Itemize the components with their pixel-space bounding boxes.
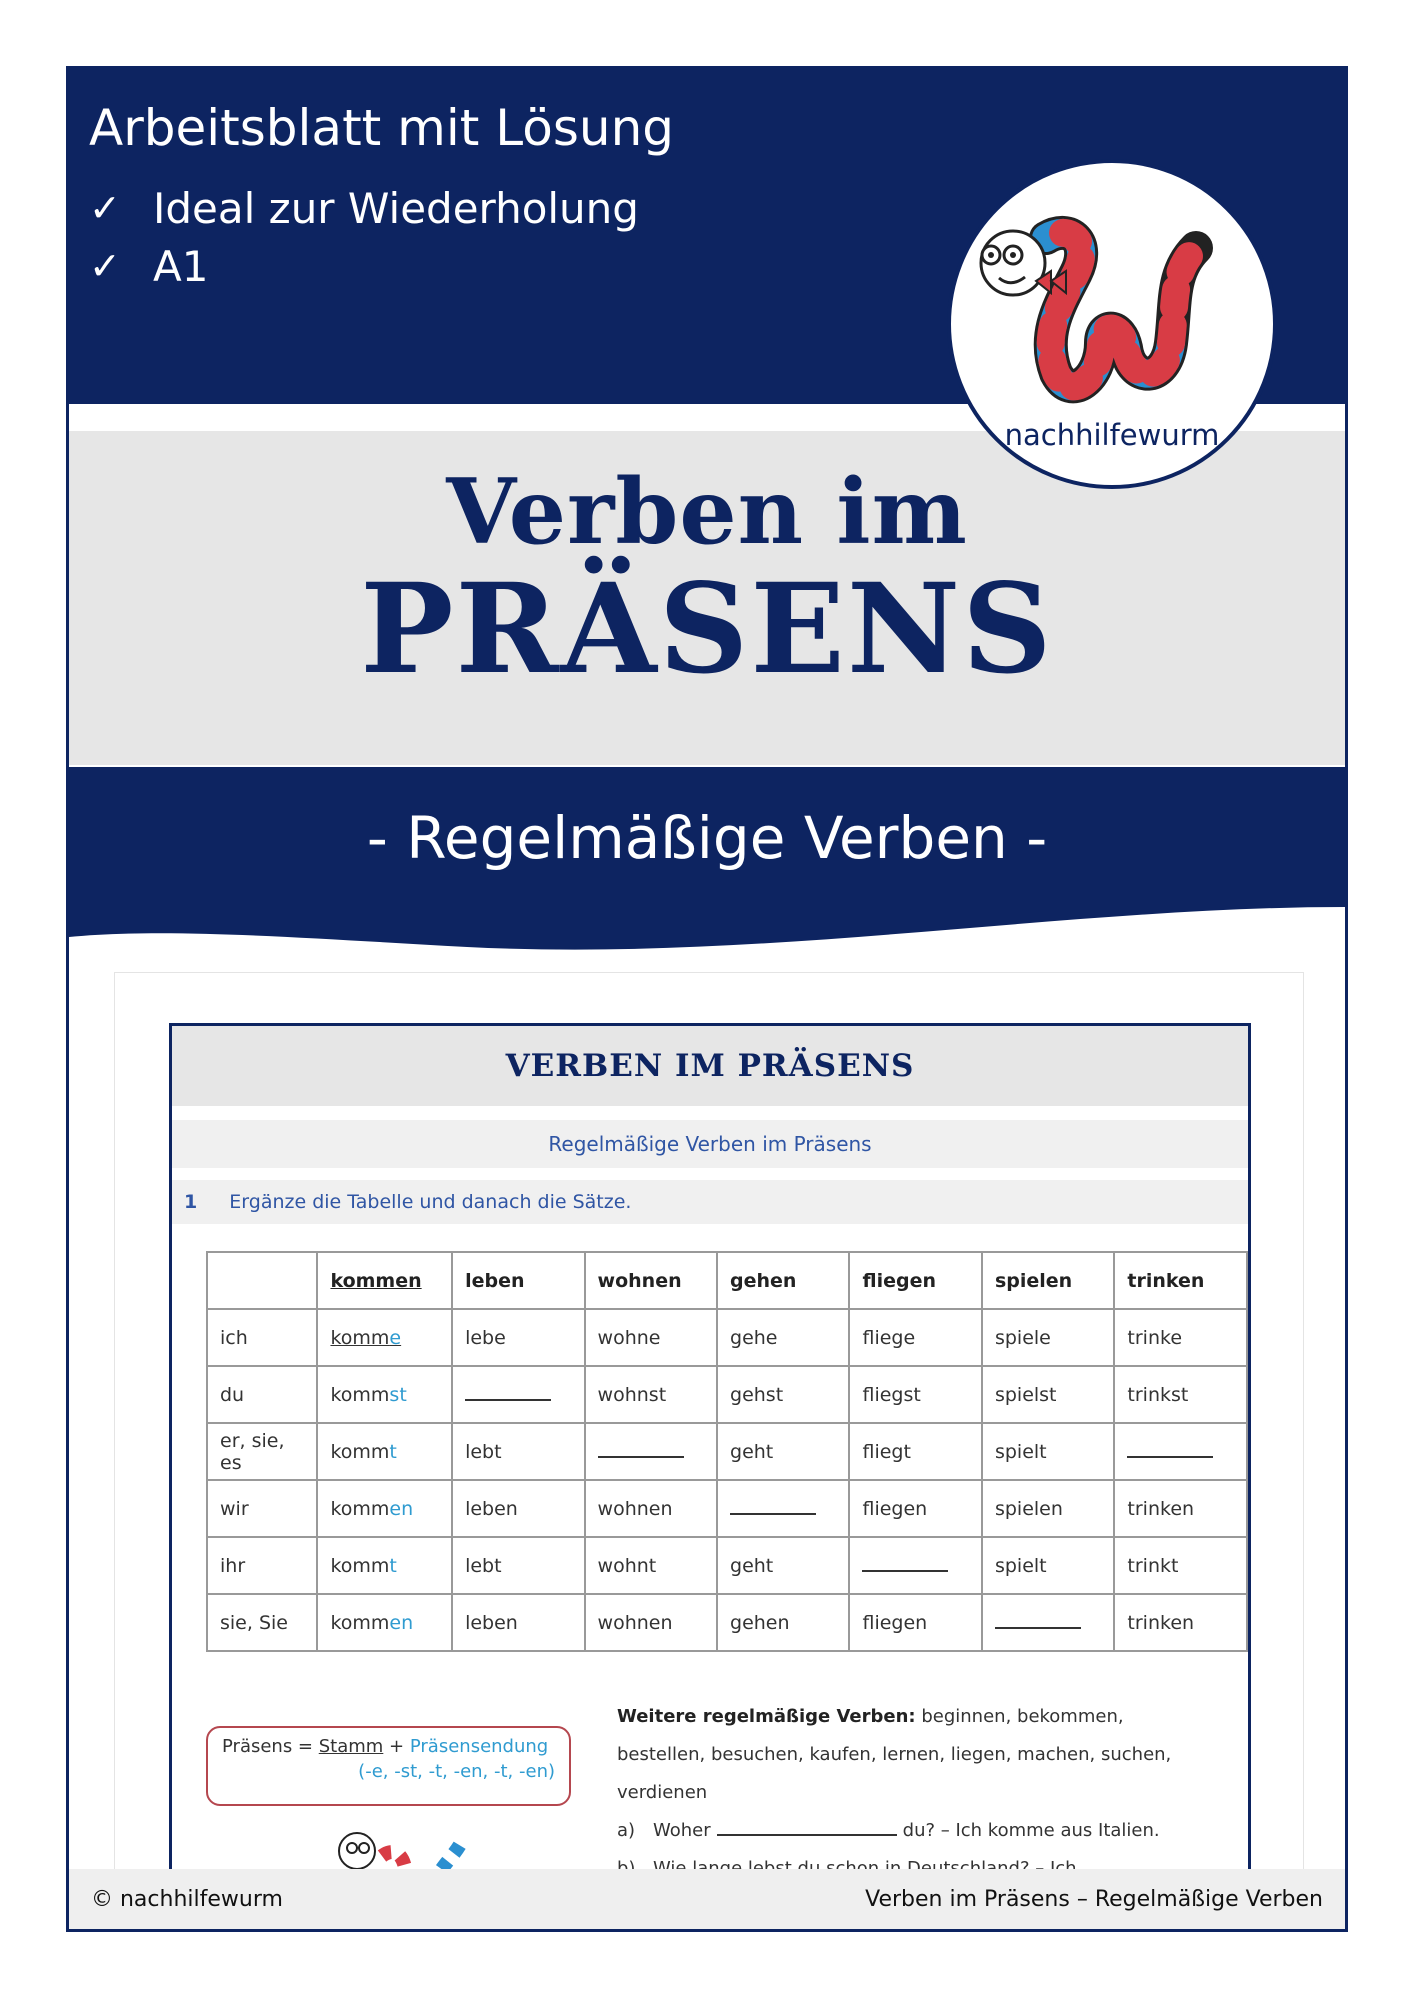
pronoun-cell: ich	[207, 1309, 317, 1366]
logo-text: nachhilfewurm	[1004, 418, 1220, 452]
verb-cell: trinken	[1114, 1480, 1247, 1537]
pronoun-cell: sie, Sie	[207, 1594, 317, 1651]
table-header-cell: kommen	[317, 1252, 452, 1309]
table-header-cell: leben	[452, 1252, 584, 1309]
verb-cell: gehst	[717, 1366, 849, 1423]
verb-cell: fliegt	[849, 1423, 981, 1480]
preview-sheet	[169, 1023, 1251, 1892]
pronoun-cell: ihr	[207, 1537, 317, 1594]
sheet-subheading: Regelmäßige Verben im Präsens	[172, 1120, 1248, 1168]
verb-cell: spiele	[982, 1309, 1114, 1366]
task-instruction	[172, 1180, 1248, 1224]
verb-cell: geht	[717, 1537, 849, 1594]
checkmark-icon: ✓	[89, 186, 121, 230]
verb-cell: leben	[452, 1594, 584, 1651]
kommen-cell: kommst	[317, 1366, 452, 1423]
kommen-cell: kommt	[317, 1537, 452, 1594]
kommen-cell: komme	[317, 1309, 452, 1366]
verb-cell: fliege	[849, 1309, 981, 1366]
table-row	[207, 1309, 1247, 1366]
table-header-cell: spielen	[982, 1252, 1114, 1309]
blank-cell	[452, 1366, 584, 1423]
checkmark-icon: ✓	[89, 244, 121, 288]
verb-cell: spielt	[982, 1537, 1114, 1594]
table-header-row	[207, 1252, 1247, 1309]
more-verbs: Weitere regelmäßige Verben: beginnen, bekommen, bestellen, besuchen, kaufen, lernen, liegen, machen, suchen, verdienen	[617, 1706, 1172, 1803]
kommen-cell: kommt	[317, 1423, 452, 1480]
footer-title: Verben im Präsens – Regelmäßige Verben	[865, 1887, 1323, 1912]
table-row	[207, 1423, 1247, 1480]
verb-cell: wohne	[585, 1309, 717, 1366]
subtitle-band	[69, 767, 1345, 987]
verb-cell: wohnen	[585, 1594, 717, 1651]
rule-line: Präsens = Stamm + Präsensendung	[222, 1736, 549, 1757]
table-header-cell: gehen	[717, 1252, 849, 1309]
verb-cell: fliegen	[849, 1480, 981, 1537]
nachhilfewurm-logo	[947, 159, 1277, 489]
verb-cell: trinkst	[1114, 1366, 1247, 1423]
table-row	[207, 1594, 1247, 1651]
verb-cell: geht	[717, 1423, 849, 1480]
table-header-cell: trinken	[1114, 1252, 1247, 1309]
rule-speech-bubble	[206, 1726, 571, 1806]
verb-cell: gehe	[717, 1309, 849, 1366]
verb-cell: leben	[452, 1480, 584, 1537]
verb-cell: spielen	[982, 1480, 1114, 1537]
pronoun-cell: wir	[207, 1480, 317, 1537]
blank-cell	[1114, 1423, 1247, 1480]
check-item	[89, 179, 639, 237]
table-header-cell: fliegen	[849, 1252, 981, 1309]
blank-cell	[717, 1480, 849, 1537]
conjugation-table	[206, 1251, 1248, 1652]
pronoun-cell: er, sie, es	[207, 1423, 317, 1480]
verb-cell: trinkt	[1114, 1537, 1247, 1594]
verb-cell: trinken	[1114, 1594, 1247, 1651]
table-row	[207, 1537, 1247, 1594]
worksheet-preview	[114, 972, 1304, 1892]
check-item	[89, 237, 639, 295]
worksheet-cover	[66, 66, 1348, 1932]
pronoun-cell: du	[207, 1366, 317, 1423]
sheet-heading: VERBEN IM PRÄSENS	[172, 1026, 1248, 1106]
rule-endings: (-e, -st, -t, -en, -t, -en)	[358, 1761, 555, 1782]
verb-cell: trinke	[1114, 1309, 1247, 1366]
table-row	[207, 1366, 1247, 1423]
verb-cell: wohnen	[585, 1480, 717, 1537]
verb-cell: wohnst	[585, 1366, 717, 1423]
table-row	[207, 1480, 1247, 1537]
task-number: 1	[184, 1191, 198, 1213]
table-header-cell	[207, 1252, 317, 1309]
verb-cell: lebt	[452, 1537, 584, 1594]
exercise-item: a) Woher du? – Ich komme aus Italien.	[617, 1820, 1160, 1841]
verb-cell: gehen	[717, 1594, 849, 1651]
blank-cell	[849, 1537, 981, 1594]
header-title: Arbeitsblatt mit Lösung	[89, 99, 675, 157]
check-list	[89, 179, 639, 295]
check-item-text: A1	[153, 241, 209, 291]
main-title-line2: PRÄSENS	[360, 557, 1054, 702]
verb-cell: spielst	[982, 1366, 1114, 1423]
verb-cell: fliegst	[849, 1366, 981, 1423]
footer	[69, 1869, 1345, 1929]
verb-cell: lebt	[452, 1423, 584, 1480]
verb-cell: lebe	[452, 1309, 584, 1366]
kommen-cell: kommen	[317, 1594, 452, 1651]
main-title-line1: Verben im	[446, 459, 968, 565]
blank-cell	[585, 1423, 717, 1480]
kommen-cell: kommen	[317, 1480, 452, 1537]
footer-copyright: © nachhilfewurm	[91, 1887, 283, 1912]
verb-cell: spielt	[982, 1423, 1114, 1480]
verb-cell: wohnt	[585, 1537, 717, 1594]
verb-cell: fliegen	[849, 1594, 981, 1651]
check-item-text: Ideal zur Wiederholung	[153, 183, 639, 233]
blank-cell	[982, 1594, 1114, 1651]
exercise-text	[617, 1698, 1217, 1892]
task-text: Ergänze die Tabelle und danach die Sätze.	[229, 1191, 632, 1213]
table-header-cell: wohnen	[585, 1252, 717, 1309]
subtitle: - Regelmäßige Verben -	[366, 804, 1048, 872]
